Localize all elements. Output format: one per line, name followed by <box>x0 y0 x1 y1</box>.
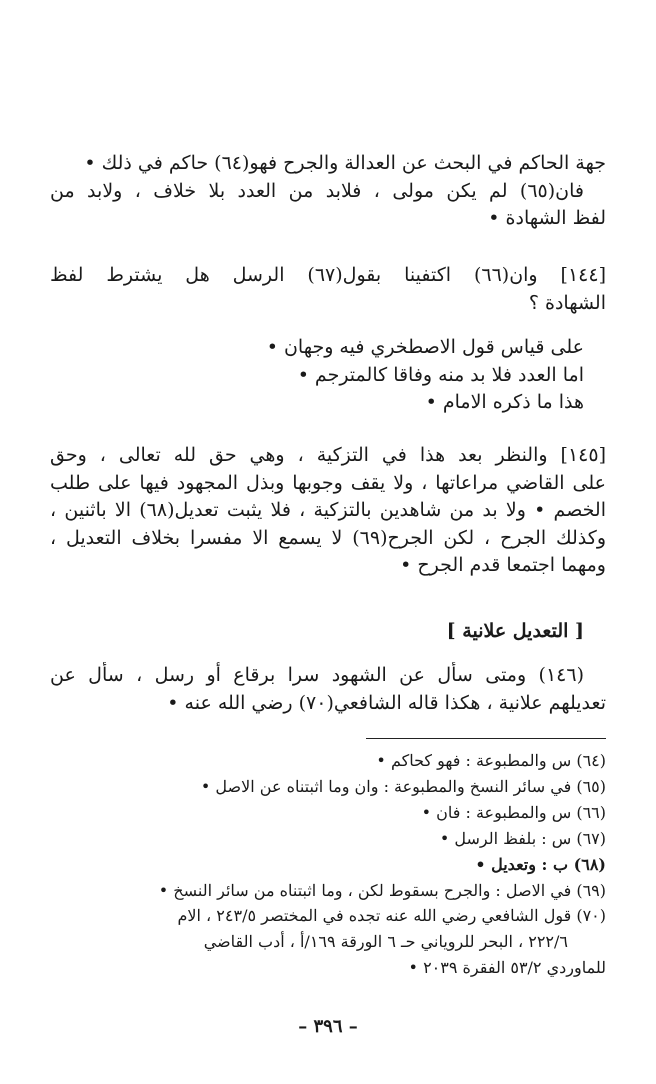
paragraph-4 <box>50 442 606 580</box>
section-heading <box>50 618 606 646</box>
footnote-67: (٦٧) س : بلفظ الرسل • <box>439 828 606 848</box>
text-line: على قياس قول الاصطخري فيه وجهان • <box>266 336 584 358</box>
footnote-69: (٦٩) في الاصل : والجرح بسقوط لكن ، وما اثبتناه من سائر النسخ • <box>158 880 606 900</box>
footnote-64: (٦٤) س والمطبوعة : فهو كحاكم • <box>376 751 606 770</box>
footnote-separator <box>366 738 606 739</box>
footnotes <box>50 748 606 981</box>
text-line: على القاضي مراعاتها ، ولا يقف وجوبها وبذل المجهود فيها على طلب <box>50 471 606 494</box>
text-line: اما العدد فلا بد منه وفاقا كالمترجم • <box>297 363 584 386</box>
heading-text: [ التعديل علانية ] <box>446 620 584 642</box>
text-line: لفظ الشهادة • <box>488 207 606 230</box>
text-line: ومهما اجتمعا قدم الجرح • <box>400 554 606 577</box>
text-line: تعديلهم علانية ، هكذا قاله الشافعي(٧٠) رضي الله عنه • <box>167 691 606 714</box>
footnote-68: (٦٨) ب : وتعديل • <box>475 854 606 874</box>
footnote-66: (٦٦) س والمطبوعة : فان • <box>421 802 606 822</box>
text-line: جهة الحاكم في البحث عن العدالة والجرح فهو(٦٤) حاكم في ذلك • <box>84 152 606 174</box>
paragraph-3 <box>50 334 606 417</box>
footnote-70-end: للماوردي ٥٣/٢ الفقرة ٢٠٣٩ • <box>408 958 606 978</box>
text-line: فان(٦٥) لم يكن مولى ، فلابد من العدد بلا خلاف ، ولابد من <box>50 179 584 202</box>
paragraph-5 <box>50 662 606 717</box>
text-line: [١٤٥] والنظر بعد هذا في التزكية ، وهي حق لله تعالى ، وحق <box>50 444 606 466</box>
text-line: الخصم • ولا بد من شاهدين بالتزكية ، فلا يثبت تعديل(٦٨) الا باثنين ، <box>50 499 606 522</box>
text-line: الشهادة ؟ <box>528 291 606 314</box>
page-number: – ٣٩٦ – <box>298 1016 358 1037</box>
text-line: [١٤٤] وان(٦٦) اكتفينا بقول(٦٧) الرسل هل يشترط لفظ <box>50 264 606 286</box>
footnote-70: (٧٠) قول الشافعي رضي الله عنه تجده في المختصر ٢٤٣/٥ ، الام <box>177 906 606 926</box>
text-line: (١٤٦) ومتى سأل عن الشهود سرا برقاع أو رسل ، سأل عن <box>50 664 584 686</box>
text-line: هذا ما ذكره الامام • <box>425 391 584 414</box>
paragraph-1 <box>50 150 606 233</box>
paragraph-2 <box>50 262 606 317</box>
footnote-65: (٦٥) في سائر النسخ والمطبوعة : وان وما اثبتناه عن الاصل • <box>200 776 606 796</box>
footnote-70-continued: ٢٢٢/٦ ، البحر للروياني حـ ٦ الورقة ١٦٩/أ ، أدب القاضي <box>203 932 568 952</box>
text-line: وكذلك الجرح ، لكن الجرح(٦٩) لا يسمع الا مفسرا بخلاف التعديل ، <box>50 526 606 549</box>
